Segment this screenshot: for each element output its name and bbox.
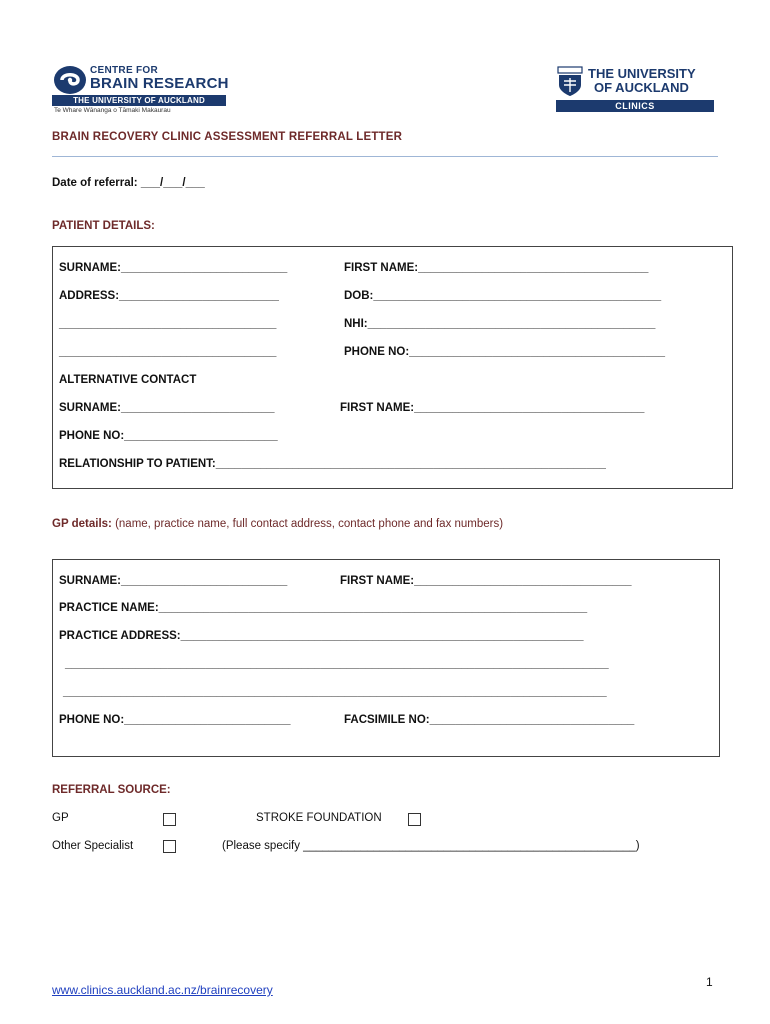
- cbr-name-line2: BRAIN RESEARCH: [90, 75, 229, 92]
- alt-surname-field[interactable]: SURNAME:________________________: [59, 402, 275, 414]
- alt-first-name-field[interactable]: FIRST NAME:____________________________________: [340, 402, 645, 414]
- gp-practice-address-field[interactable]: PRACTICE ADDRESS:_______________________________________________________________: [59, 630, 584, 642]
- cbr-motto: Te Whare Wānanga o Tāmaki Makaurau: [54, 107, 171, 114]
- patient-address-line3[interactable]: __________________________________: [59, 346, 277, 358]
- gp-first-name-field[interactable]: FIRST NAME:__________________________________: [340, 575, 632, 587]
- referral-stroke-checkbox[interactable]: [408, 813, 421, 826]
- patient-address-line2[interactable]: __________________________________: [59, 318, 277, 330]
- date-of-referral-field[interactable]: Date of referral: ___/___/___: [52, 177, 205, 189]
- gp-address-line2[interactable]: _____________________________________________________________________________________: [65, 658, 609, 670]
- referral-source-heading: REFERRAL SOURCE:: [52, 784, 171, 796]
- referral-stroke-label: STROKE FOUNDATION: [256, 812, 382, 824]
- uoa-name-line1: THE UNIVERSITY: [588, 66, 696, 81]
- referral-gp-label: GP: [52, 812, 69, 824]
- gp-fax-field[interactable]: FACSIMILE NO:________________________________: [344, 714, 635, 726]
- gp-phone-field[interactable]: PHONE NO:__________________________: [59, 714, 291, 726]
- document-title: BRAIN RECOVERY CLINIC ASSESSMENT REFERRAL LETTER: [52, 131, 403, 143]
- cbr-name-line1: CENTRE FOR: [90, 65, 158, 76]
- gp-practice-name-field[interactable]: PRACTICE NAME:___________________________________________________________________: [59, 602, 588, 614]
- crest-icon: [556, 66, 584, 98]
- gp-surname-field[interactable]: SURNAME:__________________________: [59, 575, 288, 587]
- footer-website-link[interactable]: www.clinics.auckland.ac.nz/brainrecovery: [52, 983, 273, 997]
- patient-first-name-field[interactable]: FIRST NAME:____________________________________: [344, 262, 649, 274]
- cbr-logo: [52, 63, 228, 119]
- cbr-university-bar: THE UNIVERSITY OF AUCKLAND: [52, 95, 226, 106]
- patient-surname-field[interactable]: SURNAME:__________________________: [59, 262, 288, 274]
- gp-details-heading: [52, 518, 503, 530]
- gp-address-line3[interactable]: _____________________________________________________________________________________: [63, 686, 607, 698]
- relationship-field[interactable]: RELATIONSHIP TO PATIENT:_____________________________________________________________: [59, 458, 606, 470]
- referral-gp-checkbox[interactable]: [163, 813, 176, 826]
- patient-details-heading: PATIENT DETAILS:: [52, 220, 155, 232]
- brain-icon: [52, 63, 88, 99]
- referral-specify-field[interactable]: (Please specify ____________________________________________________): [222, 840, 640, 852]
- patient-phone-field[interactable]: PHONE NO:________________________________________: [344, 346, 666, 358]
- uoa-name-line2: OF AUCKLAND: [594, 80, 689, 95]
- gp-details-label: GP details:: [52, 518, 112, 530]
- title-divider: [52, 156, 718, 157]
- gp-details-note: (name, practice name, full contact address, contact phone and fax numbers): [111, 518, 504, 530]
- gp-details-box: [52, 559, 720, 757]
- patient-details-box: [52, 246, 733, 489]
- referral-other-label: Other Specialist: [52, 840, 134, 852]
- referral-other-checkbox[interactable]: [163, 840, 176, 853]
- uoa-clinics-bar: CLINICS: [556, 100, 714, 112]
- patient-nhi-field[interactable]: NHI:_____________________________________________: [344, 318, 656, 330]
- patient-dob-field[interactable]: DOB:_____________________________________________: [344, 290, 662, 302]
- uoa-clinics-logo: [556, 66, 716, 116]
- page-number: 1: [706, 975, 713, 989]
- alt-phone-field[interactable]: PHONE NO:________________________: [59, 430, 278, 442]
- patient-address-field[interactable]: ADDRESS:_________________________: [59, 290, 279, 302]
- alternative-contact-heading: ALTERNATIVE CONTACT: [59, 374, 197, 386]
